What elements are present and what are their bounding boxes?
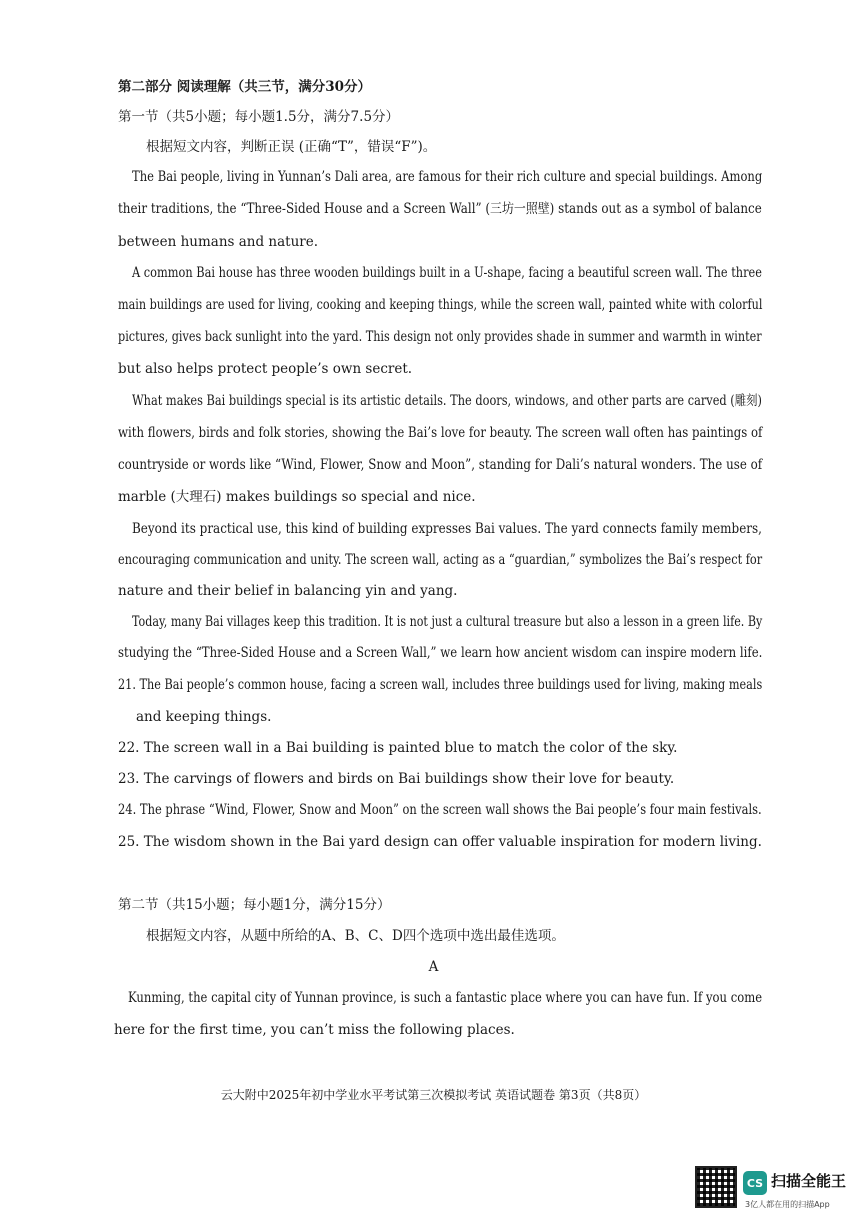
passage-line: A common Bai house has three wooden buildings built in a U-shape, facing a beautiful screen wall. The three (132, 265, 762, 281)
section2-heading: 第二节（共15小题；每小题1分，满分15分） (118, 897, 391, 913)
section2-instruction: 根据短文内容，从题中所给的A、B、C、D四个选项中选出最佳选项。 (146, 928, 565, 944)
camscanner-logo-icon: CS (743, 1171, 767, 1195)
qr-code-icon (695, 1166, 737, 1208)
question-21: 21. The Bai people’s common house, facing a screen wall, includes three buildings used for living, making meals (118, 677, 763, 693)
page-footer: 云大附中2025年初中学业水平考试第三次模拟考试 英语试题卷 第3页（共8页） (220, 1088, 647, 1102)
passage-line: The Bai people, living in Yunnan’s Dali area, are famous for their rich culture and special buildings. Among (132, 169, 763, 185)
section1-heading: 第一节（共5小题；每小题1.5分，满分7.5分） (118, 109, 400, 125)
question-22: 22. The screen wall in a Bai building is painted blue to match the color of the sky. (118, 740, 678, 756)
passage-line: studying the “Three-Sided House and a Screen Wall,” we learn how ancient wisdom can inspire modern life. (118, 645, 763, 661)
passage-line: What makes Bai buildings special is its artistic details. The doors, windows, and other parts are carved (雕刻) (132, 393, 762, 409)
passage-line: marble (大理石) makes buildings so special and nice. (118, 489, 476, 505)
section1-instruction: 根据短文内容，判断正误 (正确“T”，错误“F”)。 (146, 139, 437, 155)
passage-line: but also helps protect people’s own secret. (118, 361, 413, 377)
passage-label: A (428, 959, 439, 975)
passage-line: nature and their belief in balancing yin and yang. (118, 583, 458, 599)
passage-line: pictures, gives back sunlight into the yard. This design not only provides shade in summer and warmth in winter (118, 329, 762, 345)
passage-line: with flowers, birds and folk stories, showing the Bai’s love for beauty. The screen wall often has paintings of (118, 425, 763, 441)
scanner-brand-name: 扫描全能王 (771, 1172, 847, 1190)
scanner-brand-tagline: 3亿人都在用的扫描App (745, 1200, 830, 1209)
passage-a-line: Kunming, the capital city of Yunnan province, is such a fantastic place where you can have fun. If you come (128, 990, 763, 1006)
passage-line: main buildings are used for living, cooking and keeping things, while the screen wall, painted white with colorful (118, 297, 763, 313)
question-25: 25. The wisdom shown in the Bai yard design can offer valuable inspiration for modern living. (118, 834, 762, 850)
question-24: 24. The phrase “Wind, Flower, Snow and Moon” on the screen wall shows the Bai people’s four main festivals. (118, 802, 762, 818)
passage-line: encouraging communication and unity. The screen wall, acting as a “guardian,” symbolizes the Bai’s respect for (118, 552, 763, 568)
question-23: 23. The carvings of flowers and birds on Bai buildings show their love for beauty. (118, 771, 675, 787)
passage-a-line: here for the first time, you can’t miss the following places. (114, 1022, 515, 1038)
question-21-cont: and keeping things. (136, 709, 272, 725)
passage-line: Beyond its practical use, this kind of building expresses Bai values. The yard connects family members, (132, 521, 762, 537)
passage-line: countryside or words like “Wind, Flower, Snow and Moon”, standing for Dali’s natural wonders. The use of (118, 457, 763, 473)
passage-line: between humans and nature. (118, 234, 319, 250)
passage-line: Today, many Bai villages keep this tradition. It is not just a cultural treasure but also a lesson in a green life. By (132, 614, 763, 630)
part-heading: 第二部分 阅读理解（共三节，满分30分） (118, 79, 371, 95)
passage-line: their traditions, the “Three-Sided House and a Screen Wall” (三坊一照壁) stands out as a symbol of balance (118, 201, 762, 217)
